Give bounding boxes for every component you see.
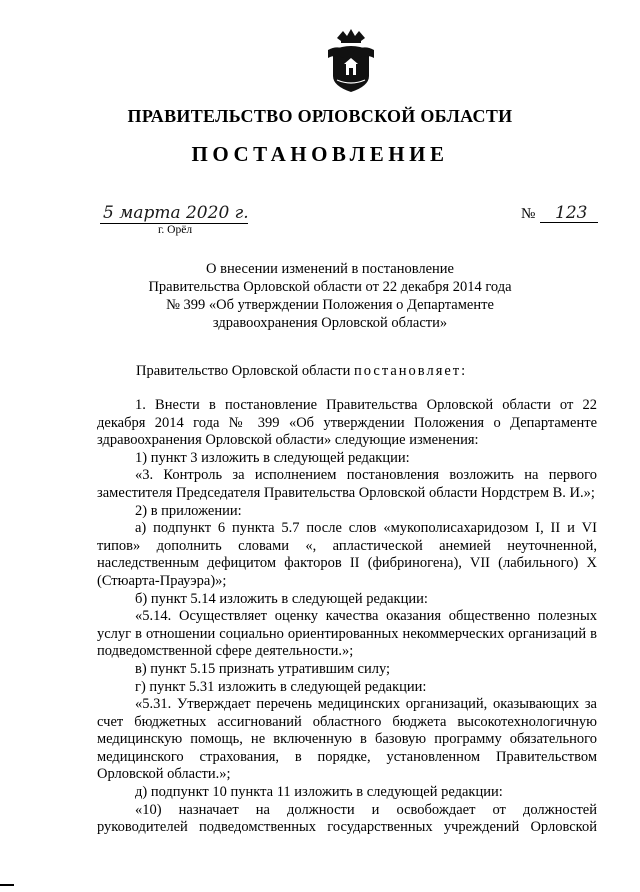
paragraph: «3. Контроль за исполнением постановления возложить на первого заместителя Председателя Правительства Орловской области Нордстрем В. И.»; (97, 467, 597, 501)
paragraph: б) пункт 5.14 изложить в следующей редакции: (135, 590, 428, 607)
subject-line: № 399 «Об утверждении Положения о Департаменте (166, 297, 494, 313)
city: г. Орёл (158, 224, 193, 236)
paragraph: д) подпункт 10 пункта 11 изложить в следующей редакции: (135, 784, 503, 801)
paragraph: 1) пункт 3 изложить в следующей редакции: (135, 449, 410, 466)
paragraph: «5.14. Осуществляет оценку качества оказания общественно полезных услуг в отношении социально ориентированных некоммерческих организаций в подведомственной сфере деятельности.»; (97, 608, 597, 660)
paragraph: г) пункт 5.31 изложить в следующей редакции: (135, 678, 427, 695)
decree-clause (136, 363, 467, 380)
paragraph: а) подпункт 6 пункта 5.7 после слов «мукополисахаридозом I, II и VI типов» дополнить словами «, апластической анемией неуточненной, наследственным дефицитом факторов II (фибриногена), VII (лабильного) X (Стюарта-Прауэра)»; (97, 520, 597, 589)
orel-region-coat-of-arms-icon (325, 28, 377, 94)
scan-mark (0, 884, 14, 886)
document-subject (100, 260, 560, 332)
subject-line: О внесении изменений в постановление (206, 261, 454, 277)
government-name: ПРАВИТЕЛЬСТВО ОРЛОВСКОЙ ОБЛАСТИ (127, 106, 513, 126)
paragraph: 1. Внести в постановление Правительства Орловской области от 22 декабря 2014 года № 399 «Об утверждении Положения о Департаменте здравоохранения Орловской области» следующие изменения: (97, 397, 597, 449)
paragraph: «5.31. Утверждает перечень медицинских организаций, оказывающих за счет бюджетных ассигнований областного бюджета высокотехнологичную медицинскую помощь, не включенную в базовую программу обязательного медицинского страхования, в порядке, установленном Правительством Орловской области.»; (97, 696, 597, 783)
document-type: ПОСТАНОВЛЕНИЕ (191, 142, 449, 166)
subject-line: Правительства Орловской области от 22 декабря 2014 года (148, 279, 512, 295)
handwritten-number: 123 (555, 203, 588, 223)
number-underline (540, 222, 598, 223)
handwritten-date: 5 марта 2020 г. (103, 203, 249, 223)
number-label: № (521, 206, 536, 222)
decree-verb: постановляет: (354, 363, 468, 379)
paragraph: в) пункт 5.15 признать утратившим силу; (135, 660, 391, 677)
paragraph: 2) в приложении: (135, 502, 242, 519)
document-body (97, 397, 597, 837)
subject-line: здравоохранения Орловской области» (212, 315, 448, 331)
decree-lead: Правительство Орловской области (136, 363, 351, 379)
paragraph: «10) назначает на должности и освобождает от должностей руководителей подведомственных государственных учреждений Орловской (97, 801, 597, 836)
